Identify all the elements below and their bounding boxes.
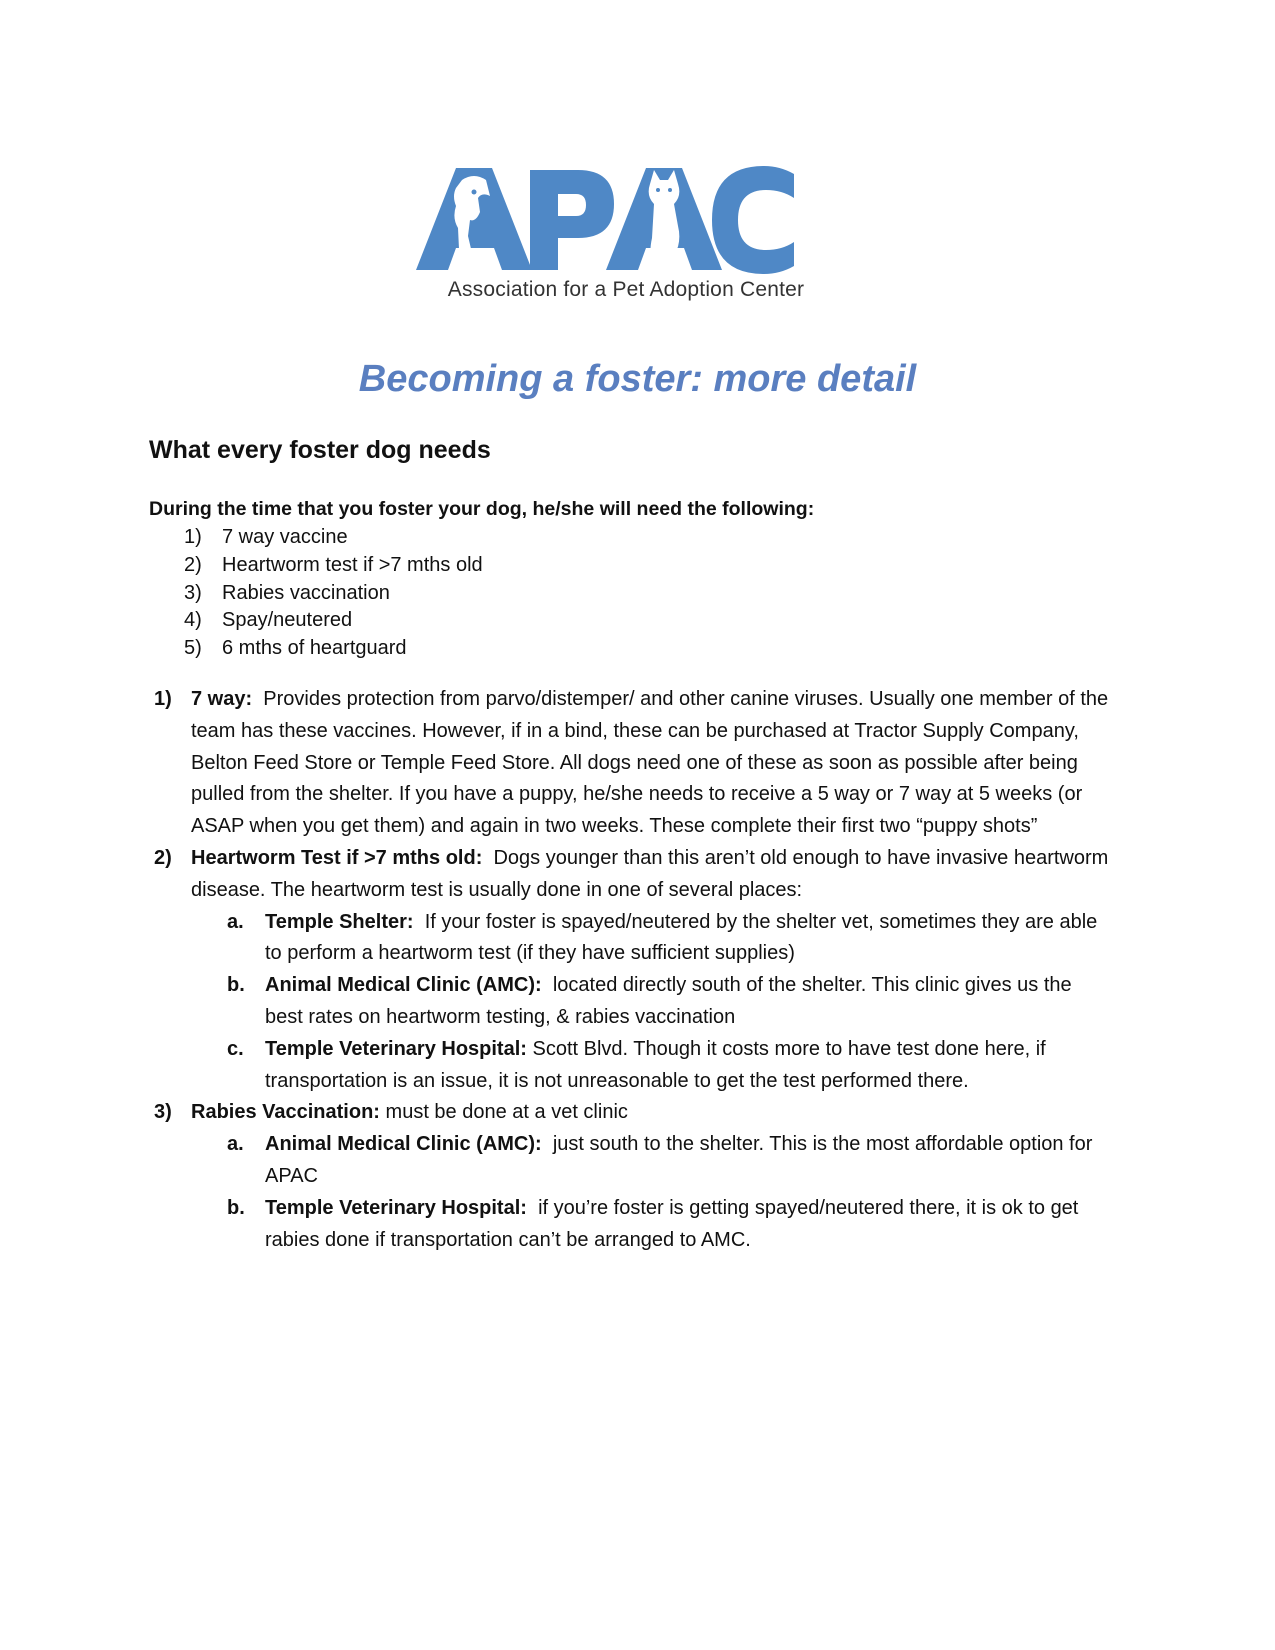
logo-tagline: Association for a Pet Adoption Center [447,278,805,301]
needs-list [184,524,483,663]
sub-item-letter: a. [227,910,244,933]
sub-item-label: Temple Veterinary Hospital: [265,1196,527,1219]
item-label: Heartworm Test if >7 mths old: [191,846,483,869]
section-heading: What every foster dog needs [149,436,491,464]
sub-item-label: Animal Medical Clinic (AMC): [265,1133,542,1156]
sub-item-label: Temple Shelter: [265,910,414,933]
list-item: 2) Heartworm test if >7 mths old [184,553,483,576]
sub-item-amc-rabies [149,1129,1109,1193]
sub-item-letter: b. [227,1196,245,1219]
sub-item-label: Animal Medical Clinic (AMC): [265,974,542,997]
item-text: Dogs younger than this aren’t old enough to have invasive heartworm disease. The heartworm test is usually done in one of several places: [191,846,1109,901]
item-number: 2) [154,846,172,869]
sub-item-text: located directly south of the shelter. This clinic gives us the best rates on heartworm testing, & rabies vaccination [265,974,1072,1028]
detail-item-heartworm [149,843,1109,907]
list-item: 3) Rabies vaccination [184,581,390,604]
item-label: 7 way: [191,688,253,710]
item-number: 3) [154,1101,172,1124]
item-text: Provides protection from parvo/distemper/ and other canine viruses. Usually one member of the team has these vaccines. However, if in a bind, these can be purchased at Tractor Supply Company, Belton Feed Store or Temple Feed Store. All dogs need one of these as soon as possible after being pulled from the shelter. If you have a puppy, he/she needs to receive a 5 way or 7 way at 5 weeks (or ASAP when you get them) and again in two weeks. These complete their first two “puppy shots” [191,688,1109,838]
item-text: must be done at a vet clinic [385,1101,628,1124]
apac-wordmark-graphic [416,166,836,276]
detail-item-7-way [149,684,1109,843]
item-label: Rabies Vaccination: [191,1101,380,1124]
sub-item-text: Scott Blvd. Though it costs more to have test done here, if transportation is an issue, it is not unreasonable to get the test performed there. [265,1037,1046,1092]
sub-item-text: just south to the shelter. This is the most affordable option for APAC [265,1133,1093,1187]
sub-item-temple-vet-rabies [149,1193,1109,1257]
sub-item-letter: b. [227,974,245,997]
sub-item-text: If your foster is spayed/neutered by the shelter vet, sometimes they are able to perform a heartworm test (if they have sufficient supplies) [265,910,1098,965]
list-item: 4) Spay/neutered [184,609,353,632]
sub-item-temple-shelter [149,907,1109,971]
sub-item-label: Temple Veterinary Hospital: [265,1037,527,1060]
sub-item-temple-vet [149,1034,1109,1098]
details-list [149,684,1109,1256]
list-item: 5) 6 mths of heartguard [184,637,407,660]
sub-item-text: if you’re foster is getting spayed/neutered there, it is ok to get rabies done if transportation can’t be arranged to AMC. [265,1196,1079,1251]
sub-item-letter: a. [227,1133,244,1156]
sub-item-letter: c. [227,1037,244,1060]
detail-item-rabies [149,1097,1109,1129]
page-title: Becoming a foster: more detail [358,358,917,400]
intro-text: During the time that you foster your dog, he/she will need the following: [149,498,815,520]
sub-item-amc [149,970,1109,1034]
item-number: 1) [154,688,172,710]
list-item: 1) 7 way vaccine [184,526,348,548]
